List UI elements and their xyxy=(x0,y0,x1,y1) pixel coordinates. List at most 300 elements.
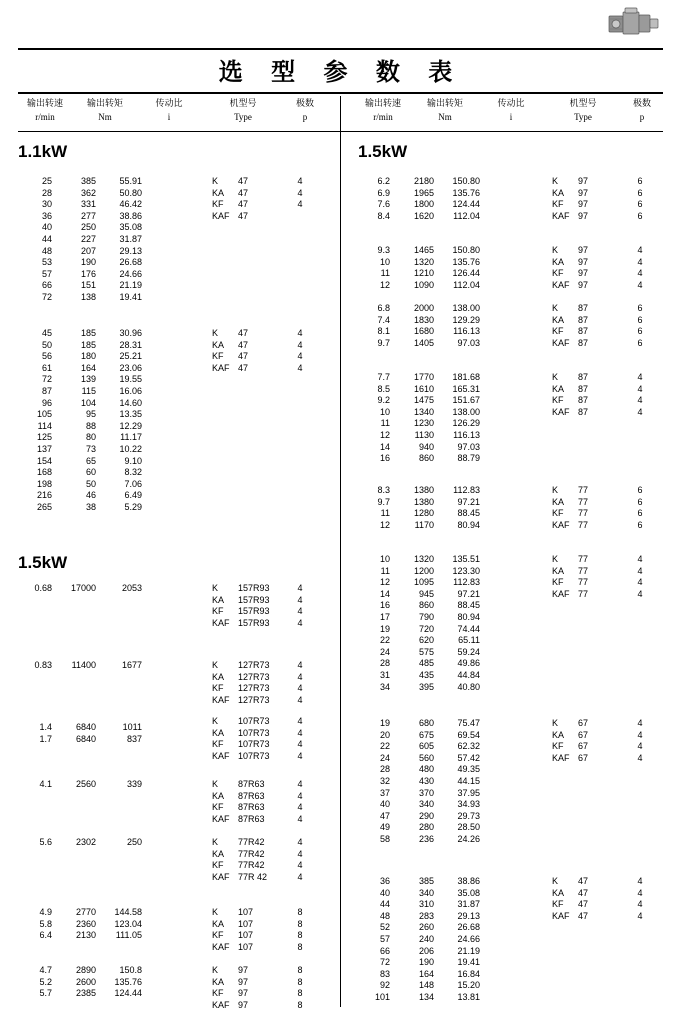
cell-i: 16.84 xyxy=(457,968,480,979)
cell-i: 8.32 xyxy=(124,467,142,478)
cell-type: KF xyxy=(212,860,224,871)
type-row xyxy=(212,872,308,884)
cell-poles: 6 xyxy=(637,485,643,495)
cell-type: KF xyxy=(552,899,564,910)
cell-size: 47 xyxy=(238,339,249,350)
cell-type: KA xyxy=(212,848,225,859)
cell-rpm: 16 xyxy=(379,600,390,611)
cell-nm: 88 xyxy=(85,420,96,431)
cell-nm: 480 xyxy=(418,764,434,775)
cell-nm: 138 xyxy=(80,291,96,302)
cell-rpm: 49 xyxy=(379,822,390,833)
data-block-left-5 xyxy=(18,779,142,791)
cell-nm: 860 xyxy=(418,600,434,611)
cell-rpm: 1.7 xyxy=(39,733,52,744)
cell-i: 24.66 xyxy=(119,268,142,279)
cell-rpm: 22 xyxy=(379,741,390,752)
cell-i: 97.21 xyxy=(457,588,480,599)
cell-type: KF xyxy=(552,268,564,279)
cell-nm: 2180 xyxy=(413,176,434,186)
cell-size: 87 xyxy=(578,395,589,406)
cell-poles: 6 xyxy=(637,303,643,313)
cell-nm: 605 xyxy=(418,741,434,752)
table-row xyxy=(18,988,142,1000)
cell-size: 77 xyxy=(578,565,589,576)
cell-rpm: 14 xyxy=(379,441,390,452)
cell-rpm: 10 xyxy=(379,554,390,564)
cell-type: K xyxy=(212,176,219,186)
cell-i: 80.94 xyxy=(457,519,480,530)
table-row xyxy=(356,922,480,934)
cell-i: 25.21 xyxy=(119,351,142,362)
cell-type: KA xyxy=(212,671,225,682)
type-row xyxy=(212,814,308,826)
cell-nm: 370 xyxy=(418,787,434,798)
cell-nm: 283 xyxy=(418,910,434,921)
cell-size: 157R93 xyxy=(238,594,270,605)
cell-nm: 115 xyxy=(81,385,96,396)
cell-nm: 227 xyxy=(80,233,96,244)
cell-i: 124.44 xyxy=(114,988,142,999)
cell-nm: 485 xyxy=(418,658,434,669)
cell-poles: 4 xyxy=(297,339,303,350)
cell-type: K xyxy=(212,837,219,847)
cell-poles: 4 xyxy=(297,328,303,338)
type-block-right-7 xyxy=(552,876,648,922)
type-block-left-8 xyxy=(212,965,308,1011)
type-row xyxy=(212,837,308,849)
cell-type: KAF xyxy=(212,941,230,952)
cell-i: 126.29 xyxy=(452,418,480,429)
cell-nm: 1465 xyxy=(413,245,434,255)
cell-i: 138.00 xyxy=(452,303,480,313)
cell-rpm: 7.4 xyxy=(377,314,390,325)
cell-i: 116.13 xyxy=(453,429,480,440)
cell-type: K xyxy=(552,176,559,186)
cell-nm: 1210 xyxy=(413,268,434,279)
type-row xyxy=(552,176,648,188)
cell-type: KAF xyxy=(212,617,230,628)
cell-rpm: 66 xyxy=(379,945,390,956)
cell-size: 97 xyxy=(578,199,589,210)
cell-poles: 6 xyxy=(637,508,643,519)
cell-i: 116.13 xyxy=(453,326,480,337)
cell-rpm: 9.3 xyxy=(377,245,390,255)
cell-size: 107R73 xyxy=(238,750,270,761)
table-row xyxy=(18,479,142,491)
type-block-right-0 xyxy=(552,176,648,222)
cell-rpm: 4.7 xyxy=(39,965,52,975)
table-row xyxy=(356,670,480,682)
cell-type: KA xyxy=(552,383,565,394)
cell-i: 23.06 xyxy=(119,362,142,373)
colhead-rpm-left: 输出转速 r/min xyxy=(26,99,63,122)
cell-i: 112.83 xyxy=(453,577,480,588)
cell-rpm: 5.6 xyxy=(39,837,52,847)
cell-rpm: 12 xyxy=(379,519,390,530)
type-block-left-5 xyxy=(212,779,308,825)
cell-poles: 4 xyxy=(297,727,303,738)
cell-i: 28.50 xyxy=(457,822,480,833)
type-row xyxy=(212,860,308,872)
table-row xyxy=(18,456,142,468)
table-row xyxy=(356,453,480,465)
cell-size: 107R73 xyxy=(238,727,270,738)
cell-size: 47 xyxy=(578,910,589,921)
cell-nm: 240 xyxy=(418,933,434,944)
cell-i: 74.44 xyxy=(457,623,480,634)
cell-rpm: 6.9 xyxy=(377,187,390,198)
cell-type: KF xyxy=(212,739,224,750)
type-row xyxy=(212,606,308,618)
cell-nm: 790 xyxy=(418,611,434,622)
cell-rpm: 6.4 xyxy=(39,930,52,941)
cell-poles: 4 xyxy=(637,565,643,576)
cell-i: 7.06 xyxy=(124,478,142,489)
cell-rpm: 8.4 xyxy=(377,210,390,221)
cell-type: KAF xyxy=(552,910,570,921)
type-row xyxy=(552,211,648,223)
cell-nm: 1405 xyxy=(413,337,434,348)
cell-rpm: 12 xyxy=(379,429,390,440)
table-row xyxy=(18,199,142,211)
type-row xyxy=(212,907,308,919)
table-row xyxy=(18,965,142,977)
cell-poles: 4 xyxy=(637,577,643,588)
colhead-poles-right: 极数 p xyxy=(632,99,651,122)
table-row xyxy=(356,485,480,497)
cell-rpm: 40 xyxy=(379,887,390,898)
cell-nm: 1680 xyxy=(413,326,434,337)
table-row xyxy=(18,340,142,352)
cell-i: 80.94 xyxy=(457,611,480,622)
type-row xyxy=(212,683,308,695)
cell-poles: 4 xyxy=(297,739,303,750)
type-row xyxy=(552,188,648,200)
cell-i: 46.42 xyxy=(119,199,142,210)
cell-rpm: 1.4 xyxy=(39,722,52,732)
cell-size: 127R73 xyxy=(238,660,270,670)
cell-i: 49.86 xyxy=(457,658,480,669)
type-row xyxy=(212,942,308,954)
cell-i: 11.17 xyxy=(120,432,142,443)
cell-rpm: 24 xyxy=(379,752,390,763)
cell-size: 47 xyxy=(238,362,249,373)
cell-nm: 2130 xyxy=(75,930,96,941)
table-row xyxy=(356,647,480,659)
cell-type: KA xyxy=(212,339,225,350)
cell-i: 40.80 xyxy=(457,681,480,692)
cell-rpm: 137 xyxy=(36,443,52,454)
cell-nm: 340 xyxy=(418,799,434,810)
type-row xyxy=(212,849,308,861)
cell-nm: 73 xyxy=(85,443,96,454)
cell-nm: 1230 xyxy=(413,418,434,429)
table-row xyxy=(356,442,480,454)
cell-poles: 4 xyxy=(297,790,303,801)
cell-size: 77 xyxy=(578,496,589,507)
cell-size: 77R42 xyxy=(238,860,265,871)
cell-size: 67 xyxy=(578,752,589,763)
type-row xyxy=(552,876,648,888)
cell-i: 37.95 xyxy=(457,787,480,798)
colhead-type-right: 机型号 Type xyxy=(569,99,597,122)
colhead-type-left: 机型号 Type xyxy=(229,99,257,122)
cell-rpm: 44 xyxy=(41,233,52,244)
cell-rpm: 16 xyxy=(379,453,390,464)
cell-poles: 6 xyxy=(637,337,643,348)
cell-rpm: 168 xyxy=(36,467,52,478)
table-row xyxy=(18,734,142,746)
cell-type: KAF xyxy=(552,210,570,221)
cell-rpm: 72 xyxy=(379,957,390,968)
cell-rpm: 58 xyxy=(379,833,390,844)
table-row xyxy=(356,811,480,823)
table-row xyxy=(356,211,480,223)
cell-nm: 2302 xyxy=(75,837,96,847)
cell-size: 157R93 xyxy=(238,606,270,617)
cell-i: 124.44 xyxy=(452,199,480,210)
data-block-left-1 xyxy=(18,328,142,514)
type-row xyxy=(212,988,308,1000)
table-row xyxy=(356,338,480,350)
table-row xyxy=(356,946,480,958)
cell-rpm: 57 xyxy=(379,933,390,944)
table-row xyxy=(18,779,142,791)
cell-type: K xyxy=(212,907,219,917)
cell-poles: 4 xyxy=(637,268,643,279)
cell-nm: 148 xyxy=(418,980,434,991)
cell-i: 35.08 xyxy=(457,887,480,898)
cell-nm: 176 xyxy=(80,268,96,279)
cell-type: KA xyxy=(212,790,225,801)
cell-size: 97 xyxy=(238,988,249,999)
cell-type: KAF xyxy=(212,999,230,1010)
cell-size: 47 xyxy=(238,328,249,338)
cell-size: 87R63 xyxy=(238,779,265,789)
cell-type: KF xyxy=(552,395,564,406)
cell-nm: 6840 xyxy=(75,722,96,732)
cell-rpm: 4.9 xyxy=(39,907,52,917)
cell-size: 87 xyxy=(578,406,589,417)
cell-nm: 164 xyxy=(418,968,434,979)
cell-nm: 290 xyxy=(418,810,434,821)
cell-rpm: 40 xyxy=(41,222,52,233)
cell-i: 126.44 xyxy=(452,268,480,279)
cell-poles: 4 xyxy=(297,683,303,694)
cell-nm: 151 xyxy=(80,280,96,291)
type-block-left-6 xyxy=(212,837,308,883)
cell-type: K xyxy=(212,583,219,593)
type-row xyxy=(552,520,648,532)
type-block-right-6 xyxy=(552,718,648,764)
cell-rpm: 7.6 xyxy=(377,199,390,210)
cell-rpm: 34 xyxy=(379,681,390,692)
cell-i: 21.19 xyxy=(119,280,142,291)
cell-rpm: 20 xyxy=(379,729,390,740)
cell-i: 165.31 xyxy=(452,383,480,394)
cell-i: 55.91 xyxy=(119,176,142,186)
cell-poles: 4 xyxy=(297,606,303,617)
section-label-1-5kw-right: 1.5kW xyxy=(358,142,408,161)
cell-poles: 4 xyxy=(297,187,303,198)
cell-type: K xyxy=(552,303,559,313)
table-row xyxy=(18,363,142,375)
cell-i: 88.45 xyxy=(457,508,480,519)
cell-nm: 620 xyxy=(418,635,434,646)
colhead-ratio-right: 传动比 i xyxy=(497,99,525,122)
cell-i: 138.00 xyxy=(452,406,480,417)
cell-i: 38.86 xyxy=(119,210,142,221)
cell-size: 127R73 xyxy=(238,683,270,694)
cell-rpm: 11 xyxy=(380,418,390,429)
cell-rpm: 61 xyxy=(41,362,52,373)
cell-rpm: 105 xyxy=(36,409,52,420)
cell-rpm: 47 xyxy=(379,810,390,821)
cell-size: 77 xyxy=(578,577,589,588)
cell-type: KA xyxy=(212,976,225,987)
type-block-left-7 xyxy=(212,907,308,953)
cell-nm: 139 xyxy=(80,374,96,385)
table-row xyxy=(18,351,142,363)
cell-rpm: 5.2 xyxy=(39,976,52,987)
cell-type: KA xyxy=(552,565,565,576)
cell-nm: 17000 xyxy=(70,583,96,593)
cell-rpm: 52 xyxy=(379,922,390,933)
cell-nm: 2360 xyxy=(75,918,96,929)
cell-rpm: 154 xyxy=(36,455,52,466)
type-row xyxy=(552,326,648,338)
table-row xyxy=(356,764,480,776)
type-row xyxy=(552,268,648,280)
cell-size: 87 xyxy=(578,372,589,382)
colhead-rpm-right: 输出转速 r/min xyxy=(364,99,401,122)
cell-i: 30.96 xyxy=(119,328,142,338)
cell-poles: 4 xyxy=(297,617,303,628)
table-row xyxy=(356,554,480,566)
type-row xyxy=(212,1000,308,1012)
cell-nm: 331 xyxy=(80,199,96,210)
type-row xyxy=(552,407,648,419)
cell-poles: 4 xyxy=(637,245,643,255)
type-block-left-3 xyxy=(212,660,308,706)
table-row xyxy=(356,245,480,257)
cell-i: 28.31 xyxy=(119,339,142,350)
table-row xyxy=(18,837,142,849)
cell-rpm: 0.68 xyxy=(34,583,52,593)
colhead-nm-left: 输出转矩 Nm xyxy=(86,99,123,122)
cell-type: KAF xyxy=(552,279,570,290)
cell-poles: 6 xyxy=(637,187,643,198)
type-row xyxy=(212,660,308,672)
cell-nm: 2385 xyxy=(75,988,96,999)
type-row xyxy=(212,211,308,223)
table-row xyxy=(18,409,142,421)
cell-nm: 362 xyxy=(80,187,96,198)
type-block-right-4 xyxy=(552,485,648,531)
table-row xyxy=(356,899,480,911)
cell-poles: 4 xyxy=(637,383,643,394)
cell-nm: 340 xyxy=(418,887,434,898)
data-block-right-5 xyxy=(356,554,480,693)
cell-i: 75.47 xyxy=(457,718,480,728)
cell-size: 97 xyxy=(578,245,589,255)
type-row xyxy=(212,728,308,740)
cell-i: 151.67 xyxy=(452,395,480,406)
table-row xyxy=(356,682,480,694)
table-row xyxy=(356,992,480,1004)
cell-nm: 940 xyxy=(418,441,434,452)
table-row xyxy=(356,776,480,788)
column-divider xyxy=(340,96,341,1007)
table-row xyxy=(18,977,142,989)
cell-size: 97 xyxy=(578,187,589,198)
cell-type: KA xyxy=(552,314,565,325)
type-row xyxy=(212,618,308,630)
cell-nm: 675 xyxy=(418,729,434,740)
table-row xyxy=(18,421,142,433)
type-block-left-2 xyxy=(212,583,308,629)
cell-size: 67 xyxy=(578,741,589,752)
cell-rpm: 53 xyxy=(41,257,52,268)
cell-i: 24.66 xyxy=(457,933,480,944)
cell-poles: 8 xyxy=(297,988,303,999)
data-block-left-6 xyxy=(18,837,142,849)
cell-type: KF xyxy=(212,351,224,362)
cell-nm: 1095 xyxy=(413,577,434,588)
cell-i: 62.32 xyxy=(457,741,480,752)
cell-nm: 1130 xyxy=(414,429,434,440)
cell-rpm: 11 xyxy=(380,268,390,279)
cell-poles: 6 xyxy=(637,519,643,530)
cell-poles: 4 xyxy=(637,406,643,417)
cell-size: 157R93 xyxy=(238,583,270,593)
cell-size: 107 xyxy=(238,907,254,917)
type-block-right-5 xyxy=(552,554,648,600)
cell-rpm: 216 xyxy=(36,490,52,501)
type-row xyxy=(212,779,308,791)
cell-size: 47 xyxy=(238,199,249,210)
cell-rpm: 36 xyxy=(379,876,390,886)
cell-nm: 435 xyxy=(418,669,434,680)
cell-type: KAF xyxy=(212,694,230,705)
cell-i: 29.13 xyxy=(119,245,142,256)
cell-rpm: 6.2 xyxy=(377,176,390,186)
cell-type: KAF xyxy=(212,871,230,882)
cell-i: 19.55 xyxy=(119,374,142,385)
cell-i: 10.22 xyxy=(119,443,142,454)
cell-nm: 945 xyxy=(418,588,434,599)
cell-nm: 2000 xyxy=(413,303,434,313)
cell-rpm: 4.1 xyxy=(39,779,52,789)
type-row xyxy=(212,672,308,684)
cell-rpm: 36 xyxy=(41,210,52,221)
cell-nm: 280 xyxy=(418,822,434,833)
table-row xyxy=(18,269,142,281)
cell-i: 129.29 xyxy=(452,314,480,325)
type-row xyxy=(552,753,648,765)
cell-rpm: 48 xyxy=(41,245,52,256)
cell-poles: 4 xyxy=(297,848,303,859)
type-block-right-2 xyxy=(552,303,648,349)
cell-i: 111.05 xyxy=(115,930,142,941)
cell-rpm: 12 xyxy=(379,577,390,588)
section-label-1-5kw-left: 1.5kW xyxy=(18,553,68,572)
cell-size: 47 xyxy=(578,876,589,886)
cell-poles: 4 xyxy=(637,899,643,910)
cell-type: K xyxy=(552,485,559,495)
cell-i: 112.04 xyxy=(453,279,480,290)
